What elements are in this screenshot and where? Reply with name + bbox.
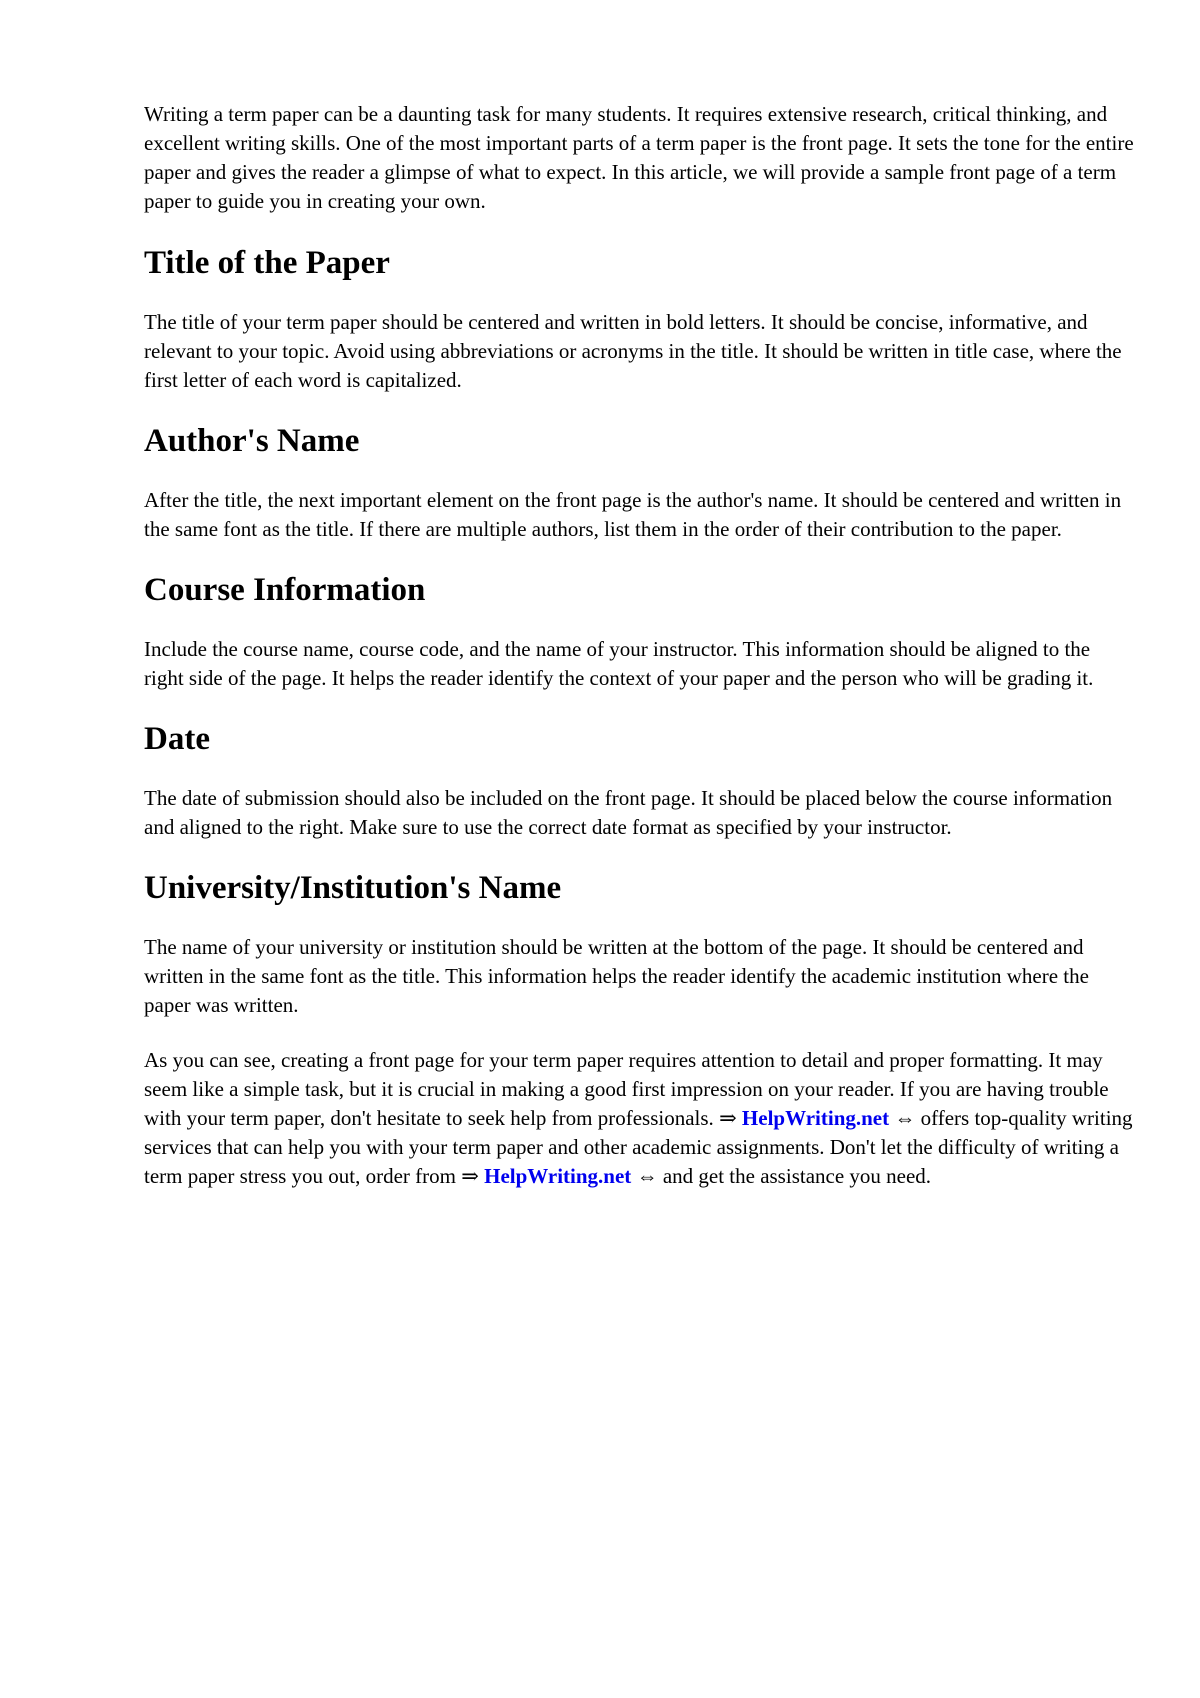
intro-paragraph: Writing a term paper can be a daunting task for many students. It requires extensive research, critical thinking, and excellent writing skills. One of the most important parts of a term paper is the front page. It sets the tone for the entire paper and gives the reader a glimpse of what to expect. In this article, we will provide a sample front page of a term paper to guide you in creating your own. <box>144 102 1134 213</box>
heading-course-information: Course Information <box>144 572 426 608</box>
heading-university-name: University/Institution's Name <box>144 870 562 906</box>
heading-title-of-the-paper: Title of the Paper <box>144 245 390 281</box>
arrow-right-icon: ⇒ <box>461 1164 485 1188</box>
heading-date: Date <box>144 721 210 757</box>
paragraph-course-information: Include the course name, course code, and the name of your instructor. This information should be aligned to the right side of the page. It helps the reader identify the context of your paper and the person who will be grading it. <box>144 637 1094 690</box>
document-page <box>144 100 1134 1191</box>
paragraph-university-name: The name of your university or institution should be written at the bottom of the page. It should be centered and written in the same font as the title. This information helps the reader identify the academic institution where the paper was written. <box>144 935 1089 1017</box>
closing-paragraph <box>144 1046 1134 1191</box>
paragraph-date: The date of submission should also be included on the front page. It should be placed below the course information and aligned to the right. Make sure to use the correct date format as specified by your instructor. <box>144 786 1113 839</box>
arrow-right-icon: ⇒ <box>719 1106 742 1130</box>
closing-text-middle: ⇔ offers top-quality writing services that can help you with your term paper and other academic assignments. Don't let the difficulty of writing a term paper stress you out, order from <box>144 1106 1133 1188</box>
helpwriting-link-2[interactable]: HelpWriting.net <box>484 1164 632 1188</box>
paragraph-title-of-the-paper: The title of your term paper should be centered and written in bold letters. It should be concise, informative, and relevant to your topic. Avoid using abbreviations or acronyms in the title. It should be written in title case, where the first letter of each word is capitalized. <box>144 310 1122 392</box>
closing-text-end: ⇔ and get the assistance you need. <box>631 1164 932 1188</box>
paragraph-authors-name: After the title, the next important element on the front page is the author's name. It should be centered and written in the same font as the title. If there are multiple authors, list them in the order of their contribution to the paper. <box>144 488 1122 541</box>
heading-authors-name: Author's Name <box>144 423 360 459</box>
closing-text-start: As you can see, creating a front page for your term paper requires attention to detail and proper formatting. It may seem like a simple task, but it is crucial in making a good first impression on your reader. If you are having trouble with your term paper, don't hesitate to seek help from professionals. <box>144 1048 1109 1130</box>
helpwriting-link-1[interactable]: HelpWriting.net <box>741 1106 890 1130</box>
